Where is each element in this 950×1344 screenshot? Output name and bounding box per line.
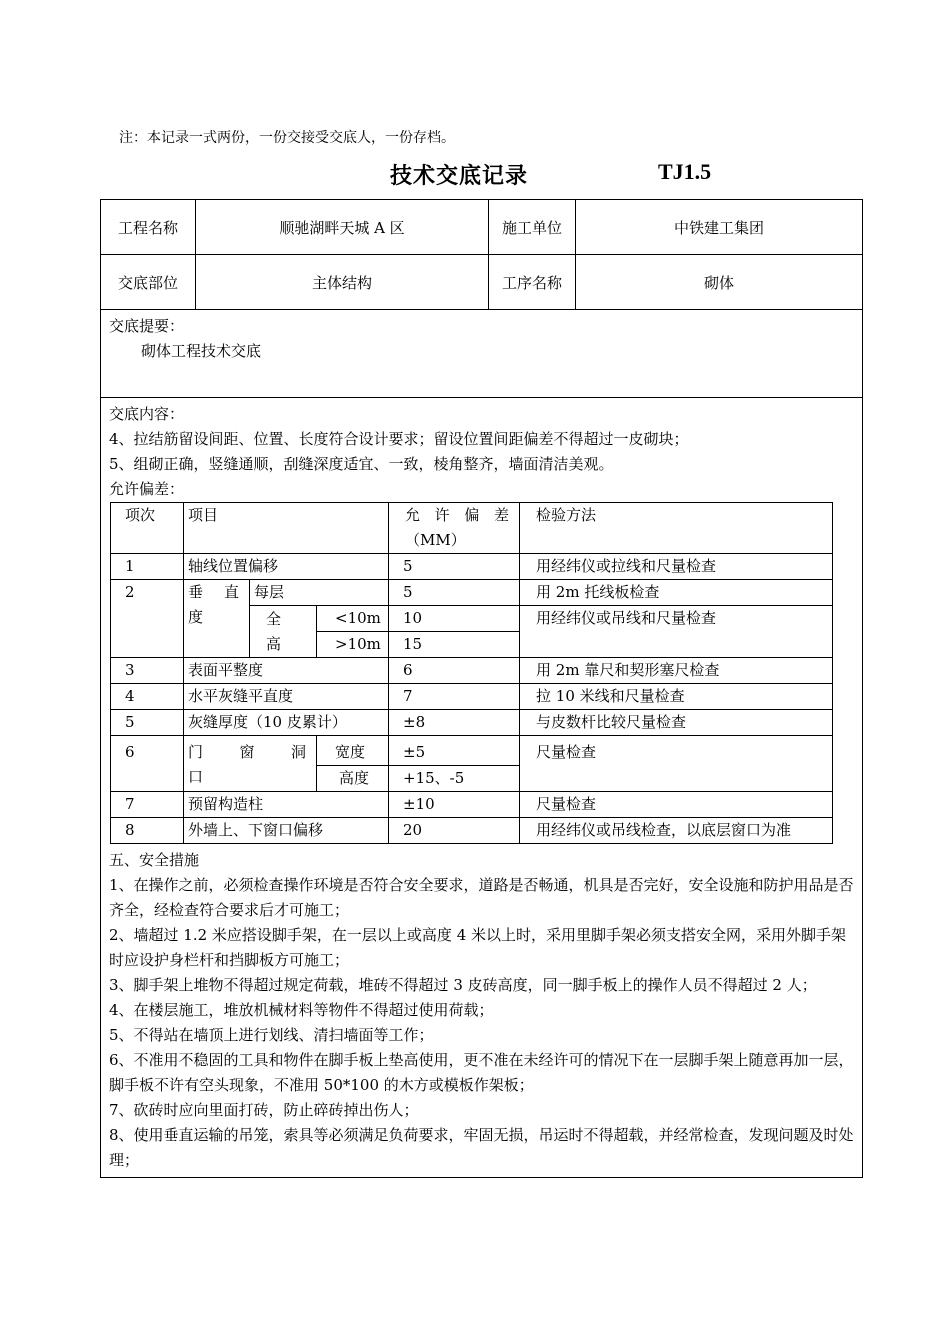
row-item: 灰缝厚度（10 皮累计） — [184, 710, 389, 736]
content-item: 4、拉结筋留设间距、位置、长度符合设计要求；留设位置间距偏差不得超过一皮砌块； — [109, 430, 689, 448]
row-tolerance: 15 — [389, 632, 520, 658]
table-row — [111, 658, 833, 684]
row-condition: <10m — [317, 606, 389, 632]
row-subitem: 每层 — [250, 580, 389, 606]
summary-cell — [101, 310, 863, 398]
row-no: 6 — [111, 736, 184, 792]
header-tolerance — [389, 503, 520, 554]
content-item: 5、组砌正确，竖缝通顺，刮缝深度适宜、一致，棱角整齐，墙面清洁美观。 — [109, 455, 614, 473]
row-method: 用经纬仪或拉线和尺量检查 — [520, 554, 833, 580]
unit-value: 中铁建工集团 — [576, 200, 863, 255]
content-label: 交底内容： — [109, 405, 185, 423]
row-tolerance: 10 — [389, 606, 520, 632]
safety-item: 3、脚手架上堆物不得超过规定荷载，堆砖不得超过 3 皮砖高度，同一脚手板上的操作人员不得超过 2 人； — [109, 976, 817, 994]
summary-text: 砌体工程技术交底 — [141, 342, 262, 360]
row-method: 用经纬仪或吊线和尺量检查 — [520, 606, 833, 658]
row-item-line1: 垂 直 — [188, 583, 239, 601]
table-row — [111, 710, 833, 736]
document-code: TJ1.5 — [658, 159, 712, 184]
row-subitem-line1: 全 — [266, 609, 282, 628]
row-no: 7 — [111, 792, 184, 818]
header-method: 检验方法 — [520, 503, 833, 554]
safety-item: 7、砍砖时应向里面打砖，防止碎砖掉出伤人； — [109, 1101, 419, 1119]
record-table — [100, 199, 863, 1178]
row-no: 3 — [111, 658, 184, 684]
row-no: 4 — [111, 684, 184, 710]
row-item: 水平灰缝平直度 — [184, 684, 389, 710]
header-row-1 — [101, 200, 863, 255]
safety-title: 五、安全措施 — [109, 851, 200, 869]
process-label: 工序名称 — [489, 255, 576, 310]
safety-item: 4、在楼层施工，堆放机械材料等物件不得超过使用荷载； — [109, 1001, 494, 1019]
row-method: 尺量检查 — [520, 792, 833, 818]
row-method: 用 2m 托线板检查 — [520, 580, 833, 606]
row-condition: >10m — [317, 632, 389, 658]
row-item-vertical — [184, 580, 250, 658]
part-value: 主体结构 — [196, 255, 489, 310]
row-tolerance: +15、-5 — [389, 766, 520, 792]
header-row-2 — [101, 255, 863, 310]
row-subitem-line2: 高 — [266, 634, 282, 653]
process-value: 砌体 — [576, 255, 863, 310]
row-tolerance: ±5 — [389, 736, 520, 766]
row-no: 8 — [111, 818, 184, 844]
header-no: 项次 — [111, 503, 184, 554]
content-row — [101, 398, 863, 1178]
unit-label: 施工单位 — [489, 200, 576, 255]
row-method: 用经纬仪或吊线检查，以底层窗口为准 — [520, 818, 833, 844]
content-cell — [101, 398, 863, 1178]
row-subitem-full — [250, 606, 317, 658]
row-item-line2: 口 — [188, 768, 204, 786]
safety-item: 5、不得站在墙顶上进行划线、清扫墙面等工作； — [109, 1026, 434, 1044]
summary-row — [101, 310, 863, 398]
deviation-label: 允许偏差： — [109, 480, 185, 498]
table-row — [111, 792, 833, 818]
row-no: 2 — [111, 580, 184, 658]
row-item: 轴线位置偏移 — [184, 554, 389, 580]
row-subitem: 高度 — [317, 766, 389, 792]
row-no: 1 — [111, 554, 184, 580]
row-tolerance: 7 — [389, 684, 520, 710]
deviation-header-row — [111, 503, 833, 554]
row-item-line2: 度 — [188, 608, 204, 626]
row-tolerance: 20 — [389, 818, 520, 844]
safety-item: 6、不准用不稳固的工具和物件在脚手板上垫高使用，更不准在未经许可的情况下在一层脚手架上随意再加一层，脚手板不许有空头现象，不准用 50*100 的木方或模板作架板； — [109, 1051, 854, 1094]
row-tolerance: 6 — [389, 658, 520, 684]
header-item: 项目 — [184, 503, 389, 554]
project-value: 顺驰湖畔天城 A 区 — [196, 200, 489, 255]
row-tolerance: ±10 — [389, 792, 520, 818]
row-method: 尺量检查 — [520, 736, 833, 792]
row-item: 预留构造柱 — [184, 792, 389, 818]
table-row — [111, 736, 833, 766]
safety-item: 2、墙超过 1.2 米应搭设脚手架，在一层以上或高度 4 米以上时，采用里脚手架必须支搭安全网，采用外脚手架时应设护身栏杆和挡脚板方可施工； — [109, 926, 847, 969]
row-item-opening — [184, 736, 317, 792]
row-method: 与皮数杆比较尺量检查 — [520, 710, 833, 736]
safety-item: 8、使用垂直运输的吊笼，索具等必须满足负荷要求，牢固无损，吊运时不得超载，并经常检查，发现问题及时处理； — [109, 1126, 854, 1169]
header-tolerance-line1: 允 许 偏 差 — [405, 506, 510, 524]
row-method: 用 2m 靠尺和契形塞尺检查 — [520, 658, 833, 684]
row-item: 表面平整度 — [184, 658, 389, 684]
safety-item: 1、在操作之前，必须检查操作环境是否符合安全要求，道路是否畅通，机具是否完好，安全设施和防护用品是否齐全，经检查符合要求后才可施工； — [109, 876, 854, 919]
part-label: 交底部位 — [101, 255, 196, 310]
row-item: 外墙上、下窗口偏移 — [184, 818, 389, 844]
row-tolerance: ±8 — [389, 710, 520, 736]
table-row — [111, 554, 833, 580]
table-row — [111, 580, 833, 606]
row-item-line1: 门 窗 洞 — [188, 743, 306, 761]
document-title: 技术交底记录 — [390, 163, 529, 189]
table-row — [111, 818, 833, 844]
note-text: 注：本记录一式两份，一份交接受交底人，一份存档。 — [119, 130, 455, 146]
row-no: 5 — [111, 710, 184, 736]
row-tolerance: 5 — [389, 554, 520, 580]
summary-label: 交底提要： — [109, 317, 185, 335]
row-subitem: 宽度 — [317, 736, 389, 766]
table-row — [111, 684, 833, 710]
project-label: 工程名称 — [101, 200, 196, 255]
deviation-table — [110, 502, 833, 844]
header-tolerance-line2: （MM） — [405, 531, 466, 549]
row-tolerance: 5 — [389, 580, 520, 606]
row-method: 拉 10 米线和尺量检查 — [520, 684, 833, 710]
